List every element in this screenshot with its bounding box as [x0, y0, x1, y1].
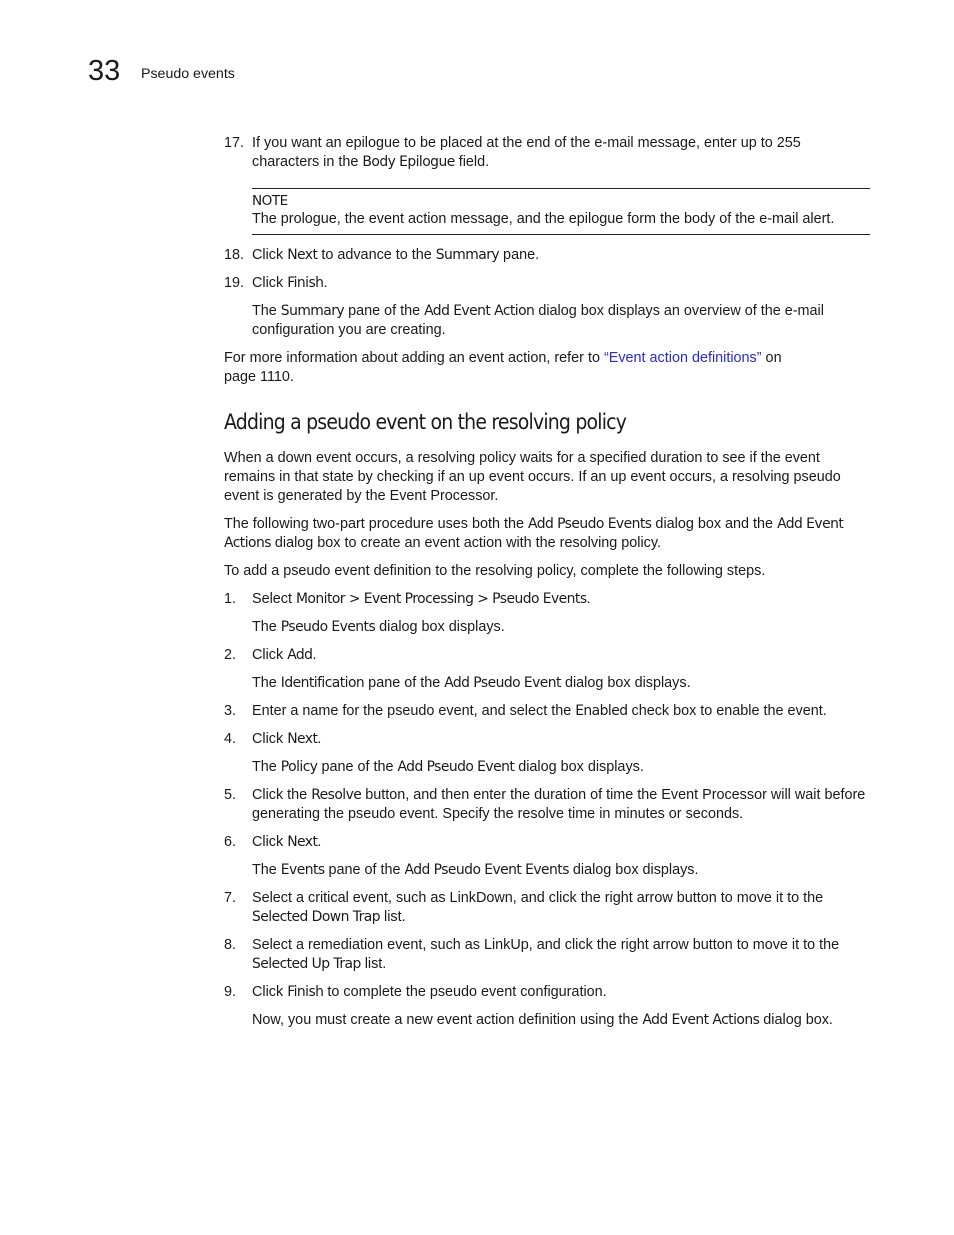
step-text: . [317, 731, 322, 747]
step-3 [224, 702, 870, 721]
steps-intro-paragraph: To add a pseudo event definition to the resolving policy, complete the following steps. [224, 563, 766, 579]
step-9 [224, 983, 870, 1002]
result-text: The [252, 619, 281, 635]
step-text: check box to enable the event. [627, 703, 827, 719]
ui-term: Selected Down Trap [252, 909, 380, 925]
chapter-number: 33 [88, 55, 121, 87]
step-text: . [312, 647, 317, 663]
ui-term: Finish [287, 984, 324, 1000]
ui-term: Summary [280, 303, 345, 319]
result-text: pane of the [317, 759, 398, 775]
step-text: . [586, 591, 591, 607]
step-text: Select [252, 591, 296, 607]
ui-term: Summary [435, 247, 500, 263]
result-text: dialog box displays. [560, 675, 691, 691]
step-text: Click [252, 275, 288, 291]
step-number: 19. [224, 275, 245, 291]
step-5 [224, 786, 870, 824]
result-text: The [252, 862, 281, 878]
ui-term: Pseudo Events [280, 619, 376, 635]
step-number: 4. [224, 731, 237, 747]
paragraph-text: dialog box and the [651, 516, 778, 532]
step-text: button, and then enter the duration of time the Event Processor will wait before generating the pseudo event. Specify the resolve time in minutes or seconds. [252, 787, 866, 822]
note-heading: NOTE [252, 193, 288, 209]
step-number: 2. [224, 647, 237, 663]
cross-reference-link[interactable]: “Event action definitions” [603, 350, 762, 366]
result-text: The [252, 303, 281, 319]
step-2 [224, 646, 870, 665]
ui-term: Policy [280, 759, 318, 775]
ui-term: Identification [280, 675, 365, 691]
step-text: Select a critical event, such as LinkDown, and click the right arrow button to move it to the [252, 890, 824, 906]
step-number: 1. [224, 591, 237, 607]
procedure-paragraph [224, 515, 870, 553]
result-text: Now, you must create a new event action definition using the [252, 1012, 643, 1028]
step-17 [224, 134, 870, 172]
step-text: field. [454, 154, 490, 170]
step-text: Enter a name for the pseudo event, and select the [252, 703, 576, 719]
step-4-result [252, 758, 870, 777]
step-text: list. [360, 956, 387, 972]
step-1-result [252, 618, 870, 637]
step-text: Click [252, 984, 288, 1000]
ui-term: Add Pseudo Event [397, 759, 515, 775]
step-text: to advance to the [317, 247, 436, 263]
step-8 [224, 936, 870, 974]
step-text: Click [252, 647, 288, 663]
step-18 [224, 246, 870, 265]
ui-term: Next [287, 731, 318, 747]
step-number: 5. [224, 787, 237, 803]
result-text: The [252, 759, 281, 775]
paragraph-text: The following two-part procedure uses both the [224, 516, 528, 532]
ui-term: Enabled [575, 703, 628, 719]
ui-term: Selected Up Trap [252, 956, 361, 972]
step-4 [224, 730, 870, 749]
step-7 [224, 889, 870, 927]
step-text: . [323, 275, 328, 291]
step-number: 3. [224, 703, 237, 719]
step-text: pane. [499, 247, 540, 263]
ui-term: Resolve [311, 787, 362, 803]
ui-term: Events [280, 862, 325, 878]
ui-term: Add Event Action [424, 303, 535, 319]
step-number: 8. [224, 937, 237, 953]
step-number: 7. [224, 890, 237, 906]
step-text: . [317, 834, 322, 850]
step-text: Click [252, 247, 288, 263]
step-text: If you want an epilogue to be placed at the end of the e-mail message, enter up to 255 characters in the [252, 135, 801, 170]
result-text: The [252, 675, 281, 691]
step-text: list. [380, 909, 406, 925]
ui-term: Next [287, 247, 318, 263]
result-text: dialog box displays. [514, 759, 644, 775]
result-text: dialog box displays an overview of the e-mail configuration you are creating. [252, 303, 824, 338]
section-heading-wrap [224, 408, 870, 436]
chapter-title: Pseudo events [141, 66, 235, 82]
step-19-result [252, 302, 870, 340]
note-text: The prologue, the event action message, and the epilogue form the body of the e-mail alert. [252, 211, 835, 227]
paragraph-text: For more information about adding an event action, refer to [224, 350, 604, 366]
paragraph-text: dialog box to create an event action with the resolving policy. [270, 535, 661, 551]
step-2-result [252, 674, 870, 693]
result-text: dialog box. [759, 1012, 833, 1028]
step-text: Select a remediation event, such as LinkUp, and click the right arrow button to move it to the [252, 937, 840, 953]
section-heading: Adding a pseudo event on the resolving policy [224, 410, 627, 434]
more-info-paragraph [224, 349, 814, 387]
ui-term: Body Epilogue [362, 154, 455, 170]
step-9-result [252, 1011, 870, 1030]
step-number: 18. [224, 247, 245, 263]
result-text: dialog box displays. [568, 862, 699, 878]
ui-term: Monitor > Event Processing > Pseudo Events [296, 591, 587, 607]
step-6-result [252, 861, 870, 880]
step-number: 17. [224, 135, 245, 151]
step-19 [224, 274, 870, 293]
result-text: pane of the [364, 675, 445, 691]
ui-term: Add Pseudo Events [527, 516, 652, 532]
ui-term: Finish [287, 275, 324, 291]
step-6 [224, 833, 870, 852]
step-text: Click [252, 834, 288, 850]
paragraph-text: on page 1110. [224, 350, 782, 385]
step-text: to complete the pseudo event configuration. [323, 984, 607, 1000]
intro-paragraph: When a down event occurs, a resolving policy waits for a specified duration to see if the event remains in that state by checking if an up event occurs. If an up event occurs, a resolving pseudo event is generated by the Event Processor. [224, 450, 841, 504]
step-text: Click [252, 731, 288, 747]
note-box [252, 188, 870, 235]
page-content [224, 134, 870, 1030]
ui-term: Add Event Actions [642, 1012, 760, 1028]
ui-term: Add Pseudo Event [444, 675, 561, 691]
result-text: dialog box displays. [375, 619, 505, 635]
step-number: 9. [224, 984, 237, 1000]
step-number: 6. [224, 834, 237, 850]
step-text: Click the [252, 787, 312, 803]
step-1 [224, 590, 870, 609]
result-text: pane of the [324, 862, 405, 878]
result-text: pane of the [344, 303, 425, 319]
ui-term: Add [287, 647, 313, 663]
ui-term: Next [287, 834, 318, 850]
ui-term: Add Event Actions [224, 516, 844, 551]
ui-term: Add Pseudo Event Events [404, 862, 569, 878]
